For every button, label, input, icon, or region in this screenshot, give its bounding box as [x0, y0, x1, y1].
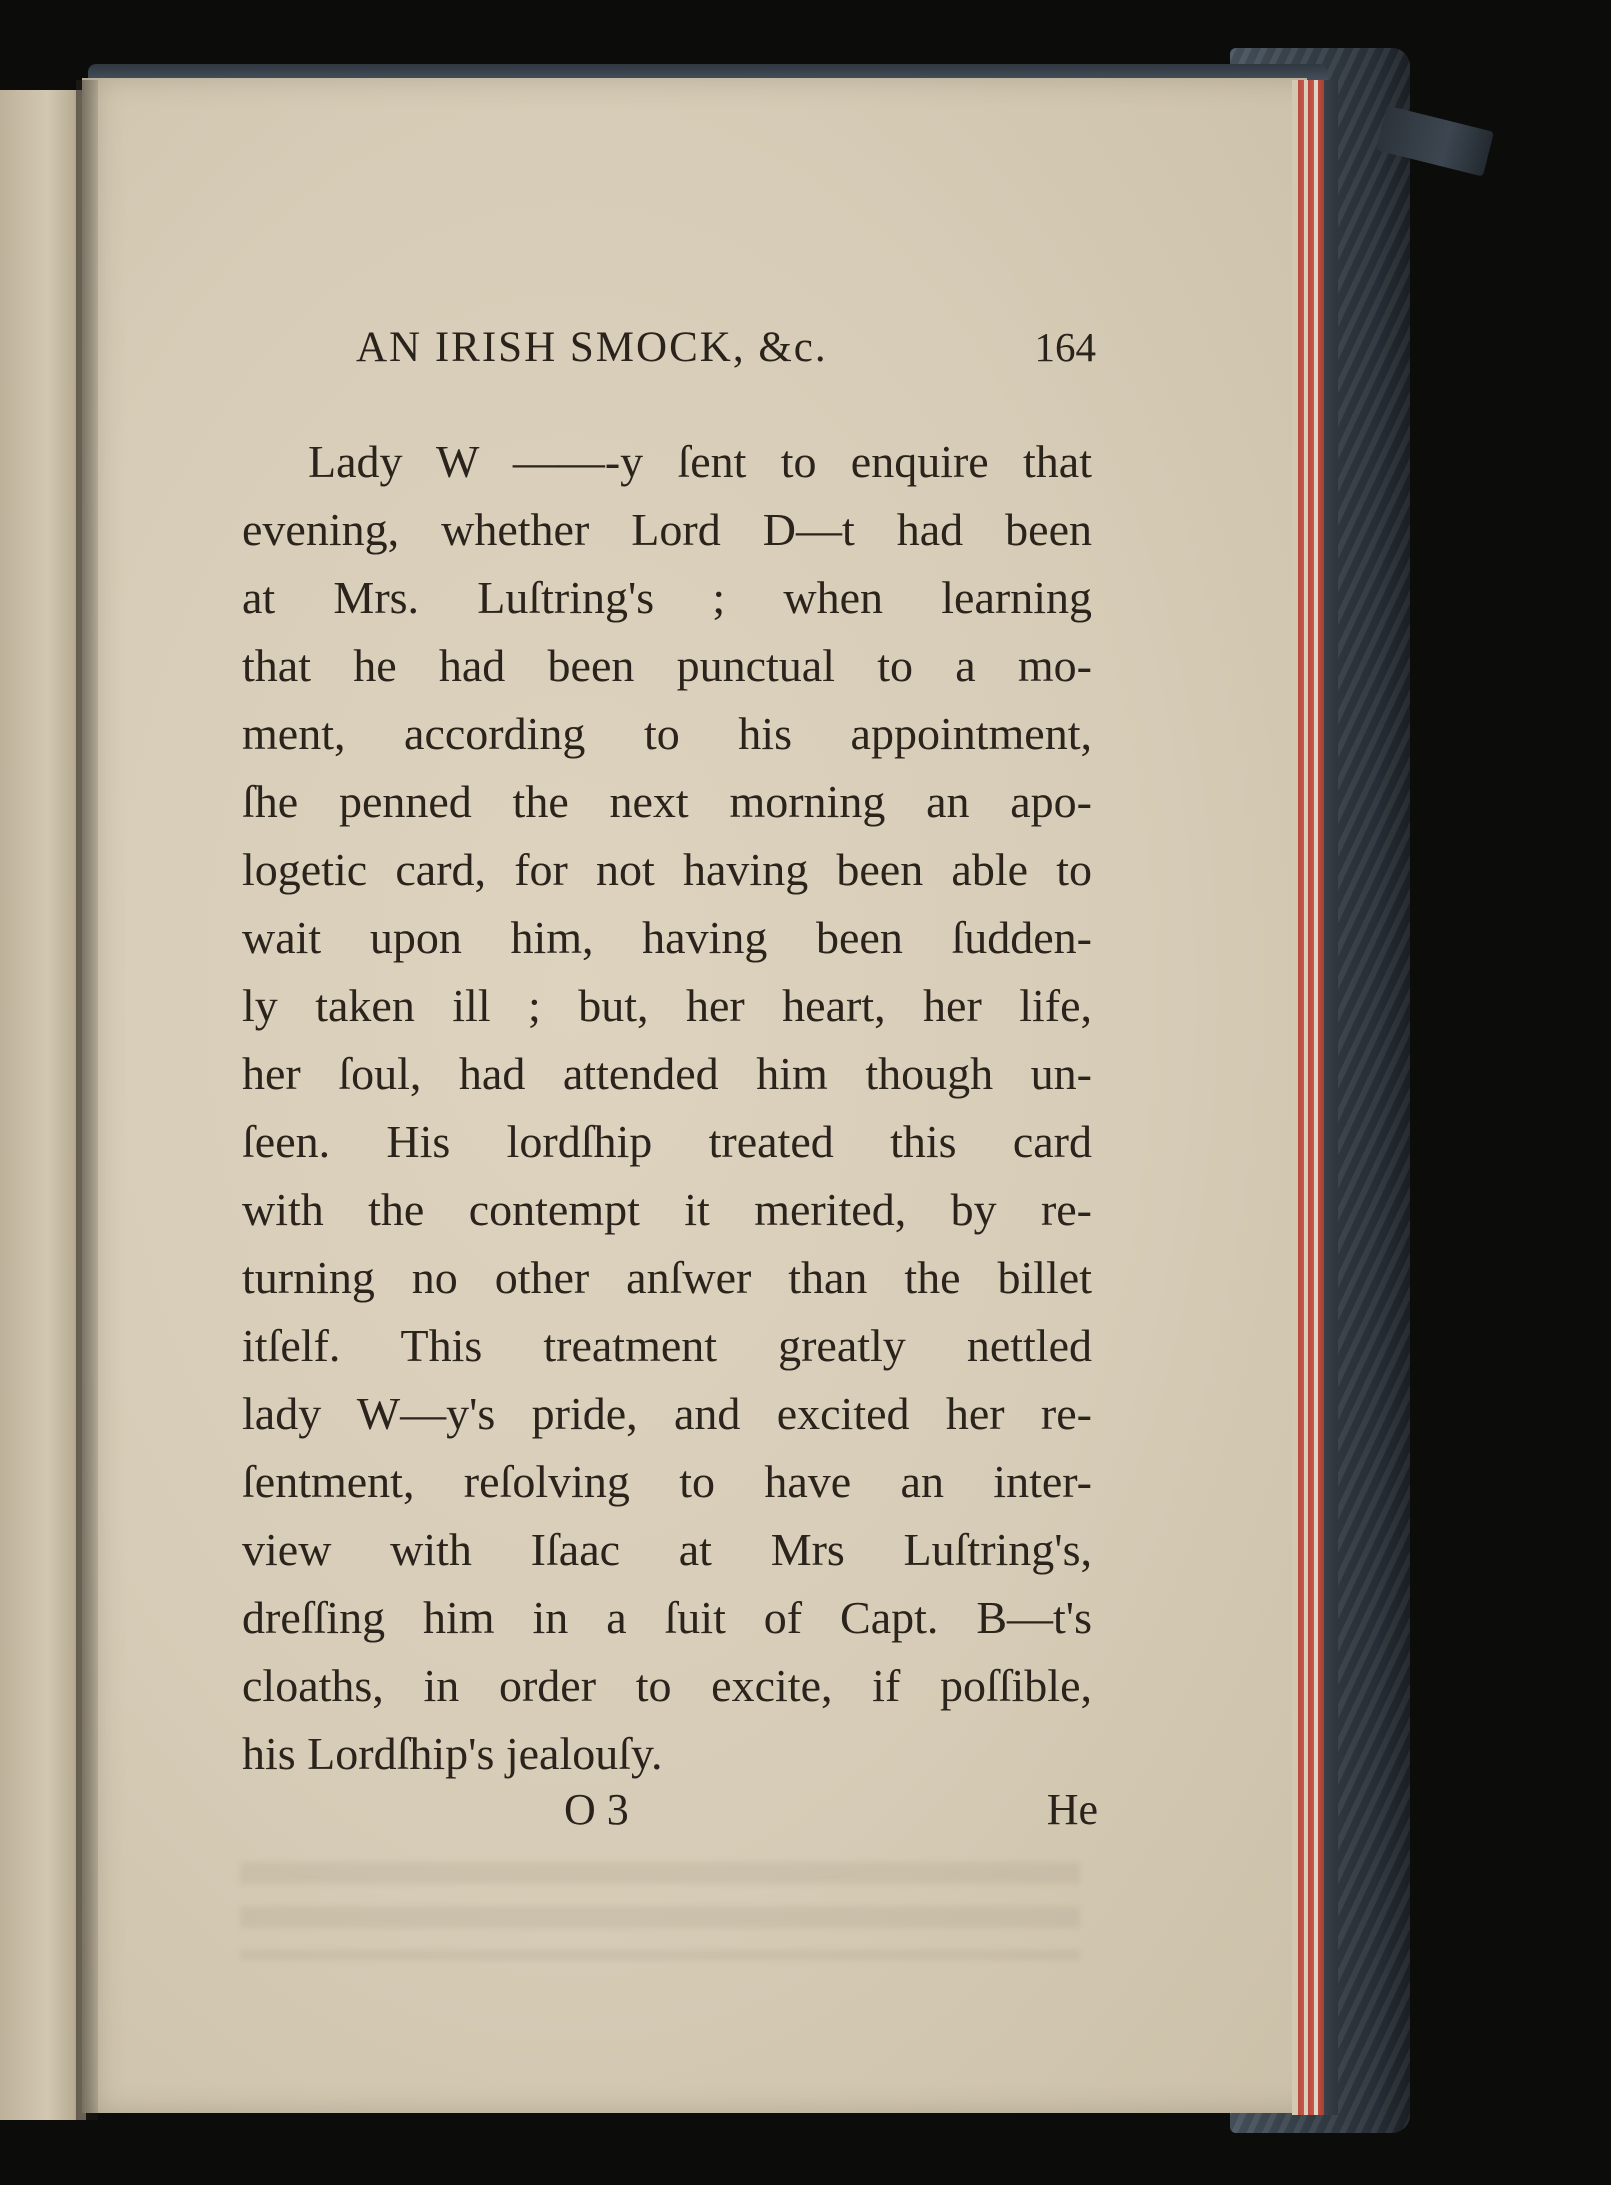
text-line: itſelf. This treatment greatly nettled: [242, 1320, 1092, 1371]
page-header: [356, 323, 1096, 379]
spine-gutter: [76, 80, 98, 2120]
running-title: AN IRISH SMOCK, &c.: [356, 324, 828, 371]
text-line: ſhe penned the next morning an apo-: [242, 776, 1092, 827]
text-line: evening, whether Lord D—t had been: [242, 504, 1092, 555]
text-line: wait upon him, having been ſudden-: [242, 912, 1092, 963]
facing-page-edge: [0, 90, 86, 2120]
sprinkled-page-edges: [1292, 80, 1338, 2115]
text-line: logetic card, for not having been able to: [242, 844, 1092, 895]
text-line: her ſoul, had attended him though un-: [242, 1048, 1092, 1099]
text-line: Lady W ——-y ſent to enquire that: [308, 436, 1092, 487]
text-line: ſentment, reſolving to have an inter-: [242, 1456, 1092, 1507]
text-line: that he had been punctual to a mo-: [242, 640, 1092, 691]
text-line: turning no other anſwer than the billet: [242, 1252, 1092, 1303]
text-line: dreſſing him in a ſuit of Capt. B—t's: [242, 1592, 1092, 1643]
text-line: with the contempt it merited, by re-: [242, 1184, 1092, 1235]
show-through-text: [240, 1840, 1080, 1960]
text-line: view with Iſaac at Mrs Luſtring's,: [242, 1524, 1092, 1575]
page-number: 164: [1034, 324, 1096, 370]
signature-mark: O 3: [564, 1785, 629, 1834]
text-line: ly taken ill ; but, her heart, her life,: [242, 980, 1092, 1031]
catchword: He: [1046, 1785, 1098, 1834]
text-line: ſeen. His lordſhip treated this card: [242, 1116, 1092, 1167]
text-line: at Mrs. Luſtring's ; when learning: [242, 572, 1092, 623]
text-line: cloaths, in order to excite, if poſſible,: [242, 1660, 1092, 1711]
page-footer: [564, 1784, 1098, 1840]
body-text: [242, 428, 1092, 1788]
text-line: ment, according to his appointment,: [242, 708, 1092, 759]
text-line: lady W—y's pride, and excited her re-: [242, 1388, 1092, 1439]
text-line: his Lordſhip's jealouſy.: [242, 1728, 663, 1779]
